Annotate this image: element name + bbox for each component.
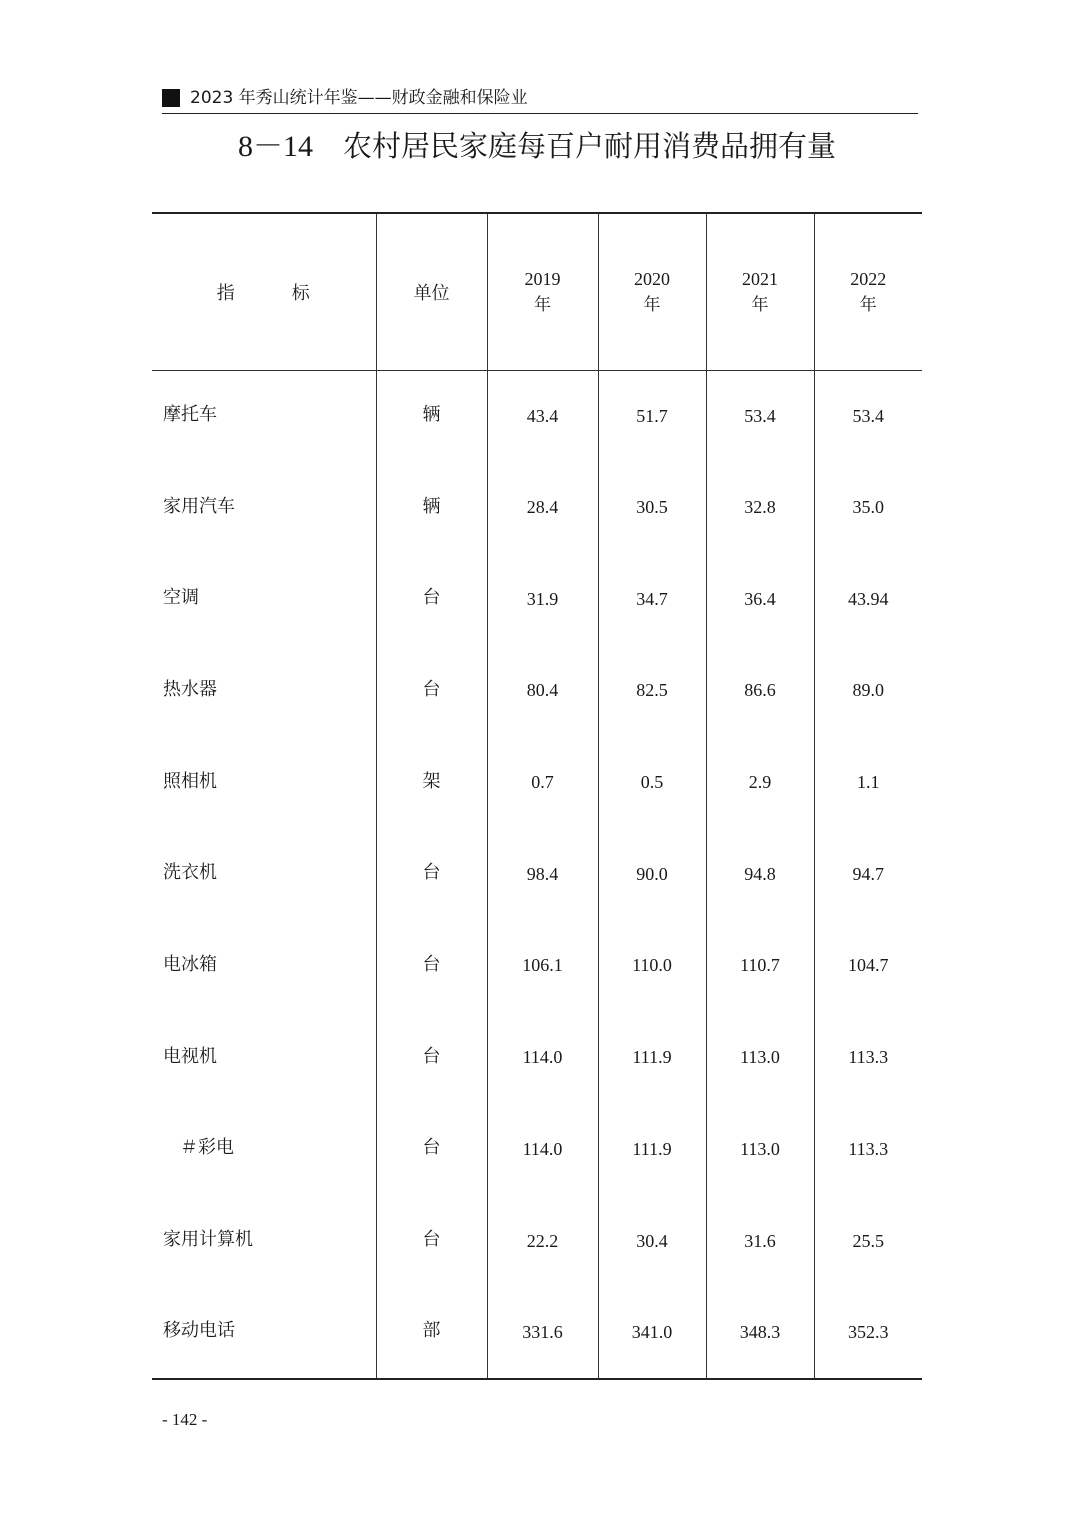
row-label: 家用计算机: [163, 1229, 253, 1251]
header-row: [152, 213, 922, 370]
value-cell: 113.3: [814, 1012, 922, 1104]
value-cell: 341.0: [598, 1287, 706, 1379]
value-cell: 113.0: [706, 1012, 814, 1104]
page-number: - 142 -: [162, 1410, 208, 1429]
value-cell: 53.4: [706, 370, 814, 462]
value-cell: 98.4: [487, 828, 598, 920]
value-cell: 32.8: [706, 462, 814, 554]
value-cell: 104.7: [814, 920, 922, 1012]
value-cell: 0.5: [598, 737, 706, 829]
row-unit: 台: [376, 920, 487, 1012]
value-cell: 352.3: [814, 1287, 922, 1379]
row-label: 空调: [163, 587, 199, 609]
value-cell: 113.0: [706, 1104, 814, 1196]
table-row: [152, 1195, 922, 1287]
value-cell: 30.4: [598, 1195, 706, 1287]
row-unit: 台: [376, 645, 487, 737]
row-unit: 台: [376, 1104, 487, 1196]
table-title: 农村居民家庭每百户耐用消费品拥有量: [342, 129, 836, 163]
row-label: ＃彩电: [180, 1137, 234, 1159]
table-number: 8－14: [237, 130, 313, 163]
value-cell: 1.1: [814, 737, 922, 829]
value-cell: 31.6: [706, 1195, 814, 1287]
value-cell: 34.7: [598, 553, 706, 645]
table-row: [152, 645, 922, 737]
value-cell: 82.5: [598, 645, 706, 737]
table-row: [152, 1287, 922, 1379]
row-unit: 台: [376, 828, 487, 920]
unit-header: 单位: [376, 213, 487, 370]
indicator-header: 指 标: [152, 213, 376, 370]
value-cell: 28.4: [487, 462, 598, 554]
value-cell: 114.0: [487, 1104, 598, 1196]
row-label: 电视机: [163, 1045, 217, 1067]
year-header-2021: 2021 年: [706, 213, 814, 370]
row-label: 照相机: [163, 770, 217, 792]
value-cell: 89.0: [814, 645, 922, 737]
row-label: 家用汽车: [163, 495, 235, 517]
page-title: [0, 126, 1074, 167]
table-row: [152, 737, 922, 829]
value-cell: 22.2: [487, 1195, 598, 1287]
value-cell: 106.1: [487, 920, 598, 1012]
row-label: 洗衣机: [163, 862, 217, 884]
row-label: 电冰箱: [163, 953, 217, 975]
value-cell: 331.6: [487, 1287, 598, 1379]
row-unit: 台: [376, 1012, 487, 1104]
row-unit: 辆: [376, 370, 487, 462]
value-cell: 94.8: [706, 828, 814, 920]
value-cell: 2.9: [706, 737, 814, 829]
row-unit: 辆: [376, 462, 487, 554]
table-row: [152, 462, 922, 554]
value-cell: 80.4: [487, 645, 598, 737]
table-row: [152, 828, 922, 920]
running-header-text: 2023 年秀山统计年鉴——财政金融和保险业: [190, 87, 528, 108]
value-cell: 348.3: [706, 1287, 814, 1379]
running-header: [162, 86, 918, 114]
table-row: [152, 553, 922, 645]
value-cell: 86.6: [706, 645, 814, 737]
value-cell: 43.4: [487, 370, 598, 462]
table-row: [152, 920, 922, 1012]
value-cell: 30.5: [598, 462, 706, 554]
header-square-icon: [162, 89, 180, 107]
value-cell: 51.7: [598, 370, 706, 462]
year-header-2019: 2019 年: [487, 213, 598, 370]
value-cell: 110.7: [706, 920, 814, 1012]
row-label: 移动电话: [152, 1287, 376, 1379]
row-unit: 架: [376, 737, 487, 829]
value-cell: 90.0: [598, 828, 706, 920]
table-row: [152, 1012, 922, 1104]
value-cell: 31.9: [487, 553, 598, 645]
row-unit: 台: [376, 1195, 487, 1287]
row-unit: 部: [376, 1287, 487, 1379]
year-header-2022: 2022 年: [814, 213, 922, 370]
table-row: [152, 370, 922, 462]
value-cell: 43.94: [814, 553, 922, 645]
value-cell: 111.9: [598, 1012, 706, 1104]
row-label: 热水器: [163, 678, 217, 700]
value-cell: 113.3: [814, 1104, 922, 1196]
row-label: 摩托车: [163, 404, 217, 426]
value-cell: 25.5: [814, 1195, 922, 1287]
data-table: [152, 212, 922, 1380]
table-row: [152, 1104, 922, 1196]
value-cell: 94.7: [814, 828, 922, 920]
value-cell: 111.9: [598, 1104, 706, 1196]
row-unit: 台: [376, 553, 487, 645]
value-cell: 114.0: [487, 1012, 598, 1104]
value-cell: 0.7: [487, 737, 598, 829]
value-cell: 110.0: [598, 920, 706, 1012]
year-header-2020: 2020 年: [598, 213, 706, 370]
value-cell: 36.4: [706, 553, 814, 645]
value-cell: 53.4: [814, 370, 922, 462]
value-cell: 35.0: [814, 462, 922, 554]
